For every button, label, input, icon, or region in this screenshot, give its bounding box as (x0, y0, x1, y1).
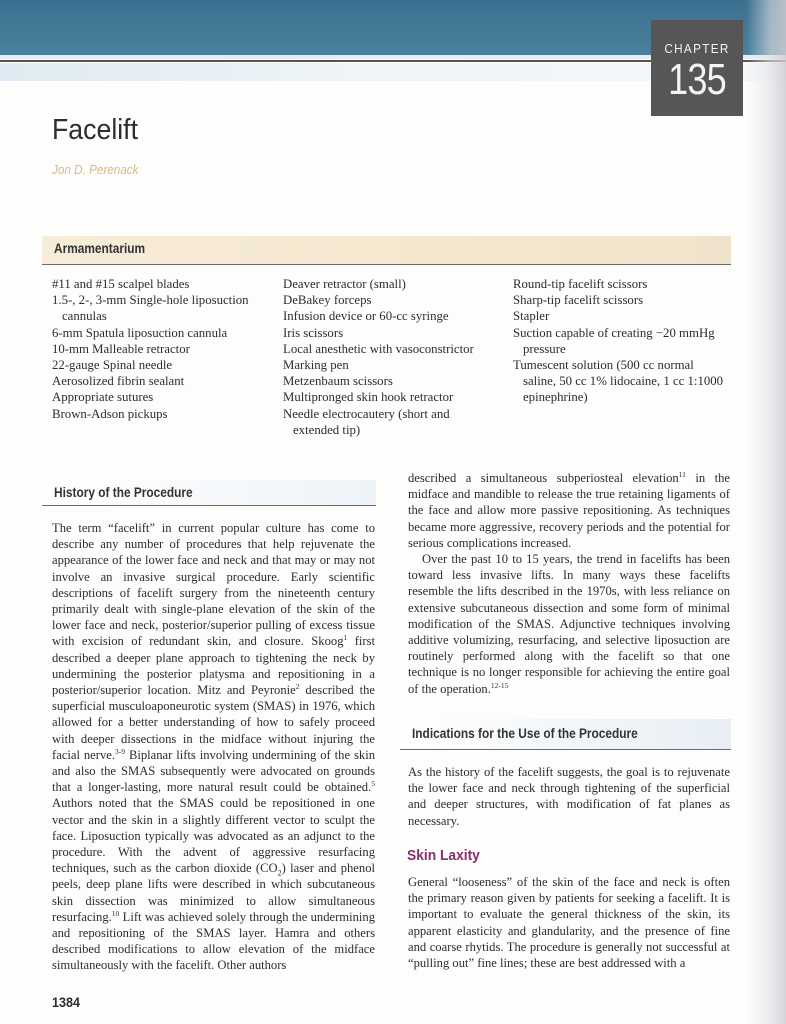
indications-heading-text: Indications for the Use of the Procedure (412, 726, 638, 741)
citation: 1 (343, 633, 348, 643)
list-item: #11 and #15 scalpel blades (52, 277, 190, 291)
armamentarium-column-1 (52, 276, 277, 422)
list-item: Suction capable of creating −20 mmHg pressure (513, 325, 715, 356)
list-item: Local anesthetic with vasoconstrictor (283, 341, 474, 356)
history-heading-text: History of the Procedure (54, 485, 193, 500)
chapter-badge (651, 20, 743, 116)
text-run: The term “facelift” in current popular culture has come to describe any number of procedures that help rejuvenate the appearance of the lower face and neck and that may or may not involve an invasive surgical procedure. Early scientific descriptions of facelift surgery from the nineteenth century primarily dealt with single-plane elevation of the skin of the lower face and neck, posterior/superior pulling of excess tissue with excision of redundant skin, and closure. Skoog (52, 521, 375, 649)
list-item: Tumescent solution (500 cc normal saline, 50 cc 1% lidocaine, 1 cc 1:1000 epinephrine) (513, 358, 724, 405)
history-paragraph (52, 520, 375, 974)
list-item: Infusion device or 60-cc syringe (283, 309, 449, 324)
list-item: Marking pen (283, 358, 349, 373)
text-run: Biplanar lifts involving undermining of the skin and also the SMAS subsequently were advocated on grounds that a longer-lasting, more natural result could be obtained. (52, 747, 375, 795)
text-run: Over the past 10 to 15 years, the trend in facelifts has been toward less invasive lifts. In many ways these facelifts resemble the lifts described in the 1970s, with less reliance on extensive subcutaneous dissection and some form of minimal modification of the SMAS. Adjunctive techniques involving additive volumizing, resurfacing, and selective liposuction are routinely performed along with the facelift so that one technique is no longer responsible for achieving the entire goal of the operation. (408, 552, 730, 696)
citation: 10 (111, 908, 120, 918)
list-item: Round-tip facelift scissors (513, 277, 648, 291)
armamentarium-column-2 (283, 276, 498, 438)
list-item: Needle electrocautery (short and extended tip) (283, 406, 450, 437)
list-item: Sharp-tip facelift scissors (513, 293, 644, 308)
list-item: Iris scissors (283, 325, 344, 340)
citation: 11 (678, 469, 686, 479)
list-item: Multipronged skin hook retractor (283, 390, 454, 405)
list-item: 22-gauge Spinal needle (52, 358, 173, 373)
list-item: Deaver retractor (small) (283, 277, 406, 291)
citation: 2 (295, 681, 300, 691)
text-run: Authors noted that the SMAS could be repositioned in one vector and the skin in a slightly different vector to sculpt the face. Liposuction typically was advocated as an adjunct to the procedure. With the advent of aggressive resurfacing techniques, such as the carbon dioxide (CO (52, 796, 375, 876)
list-item: 10-mm Malleable retractor (52, 341, 190, 356)
indications-heading (400, 719, 731, 750)
text-run: Lift was achieved solely through the undermining and repositioning of the SMAS layer. Hamra and others described modifications to allow elevation of the midface simultaneously with the facelift. Other authors (52, 909, 375, 973)
text-run: described the superficial musculoaponeurotic system (SMAS) in 1976, which allowed for a better understanding of how to safely proceed with deeper dissections in the midface without injuring the facial nerve. (52, 683, 375, 762)
history-continued-paragraph (408, 470, 730, 697)
armamentarium-heading-text: Armamentarium (54, 241, 146, 256)
chapter-label: CHAPTER (664, 41, 730, 56)
page-number: 1384 (52, 994, 81, 1010)
text-run: ) laser and phenol peels, deep plane lifts were described in which subcutaneous skin dissection was minimized to allow simultaneous resurfacing. (52, 861, 375, 924)
citation: 3-9 (115, 746, 126, 756)
list-item: 6-mm Spatula liposuction cannula (52, 325, 228, 340)
list-item: Brown-Adson pickups (52, 406, 168, 421)
list-item: Stapler (513, 309, 550, 324)
list-item: Appropriate sutures (52, 390, 154, 405)
history-heading (42, 480, 376, 506)
list-item: DeBakey forceps (283, 293, 372, 308)
indications-paragraph: As the history of the facelift suggests, the goal is to rejuvenate the lower face and neck through tightening of the superficial and deeper structures, with modification of fat planes as necessary. (408, 765, 730, 828)
armamentarium-heading (42, 236, 731, 265)
chapter-title: Facelift (52, 114, 139, 146)
page-spine-shadow (746, 0, 786, 1024)
citation: 5 (371, 779, 375, 789)
text-run: described a simultaneous subperiosteal elevation (408, 471, 679, 485)
history-trend-paragraph (408, 551, 730, 697)
text-run: first described a deeper plane approach to tightening the neck by undermining the posterior platysma and repositioning in a posterior/superior location. Mitz and Peyronie (52, 634, 376, 698)
armamentarium-column-3 (513, 276, 728, 406)
text-run: in the midface and mandible to release the true retaining ligaments of the face and allow more passive repositioning. As techniques became more aggressive, recovery periods and the potential for serious complications increased. (408, 471, 730, 550)
chapter-number: 135 (668, 55, 726, 104)
subscript: 2 (277, 868, 282, 878)
citation: 12-15 (490, 680, 509, 690)
skin-laxity-paragraph: General “looseness” of the skin of the face and neck is often the primary reason given by patients for seeking a facelift. It is important to evaluate the general thickness of the skin, its apparent elasticity and glandularity, and the presence of fine and coarse rhytids. The procedure is generally not successful at “pulling out” fine lines; these are best addressed with a (408, 875, 730, 971)
skin-laxity-heading: Skin Laxity (407, 847, 480, 864)
list-item: 1.5-, 2-, 3-mm Single-hole liposuction cannulas (52, 293, 249, 324)
list-item: Aerosolized fibrin sealant (52, 374, 185, 389)
list-item: Metzenbaum scissors (283, 374, 393, 389)
chapter-author: Jon D. Perenack (52, 162, 139, 177)
